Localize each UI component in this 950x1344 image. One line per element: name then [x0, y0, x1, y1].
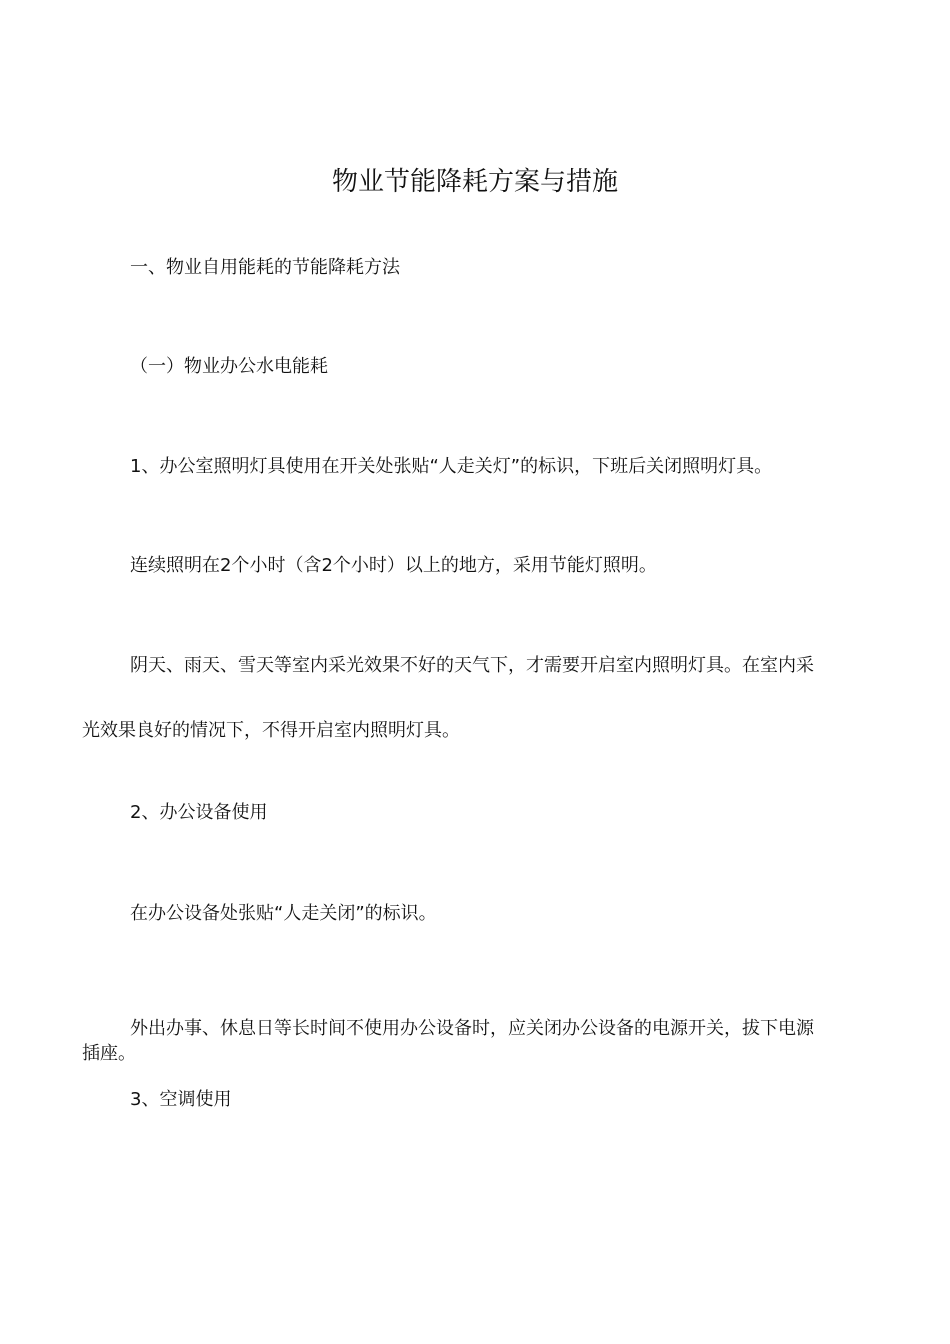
- equipment-paragraph-2-line-1: 外出办事、休息日等长时间不使用办公设备时，应关闭办公设备的电源开关，拔下电源: [130, 1018, 814, 1039]
- equipment-item-title: 2、办公设备使用: [130, 802, 268, 823]
- equipment-paragraph-2-line-2: 插座。: [82, 1043, 136, 1064]
- section-heading-1: 一、物业自用能耗的节能降耗方法: [130, 257, 400, 278]
- lighting-item-title: 1、办公室照明灯具使用在开关处张贴“人走关灯”的标识，下班后关闭照明灯具。: [130, 456, 773, 477]
- lighting-paragraph-2-line-2: 光效果良好的情况下，不得开启室内照明灯具。: [82, 720, 460, 741]
- equipment-paragraph-1: 在办公设备处张贴“人走关闭”的标识。: [130, 903, 437, 924]
- section-heading-2: （一）物业办公水电能耗: [130, 356, 328, 377]
- document-title: 物业节能降耗方案与措施: [331, 167, 618, 197]
- lighting-paragraph-1: 连续照明在2个小时（含2个小时）以上的地方，采用节能灯照明。: [130, 555, 657, 576]
- ac-item-title: 3、空调使用: [130, 1089, 232, 1110]
- lighting-paragraph-2-line-1: 阴天、雨天、雪天等室内采光效果不好的天气下，才需要开启室内照明灯具。在室内采: [130, 655, 814, 676]
